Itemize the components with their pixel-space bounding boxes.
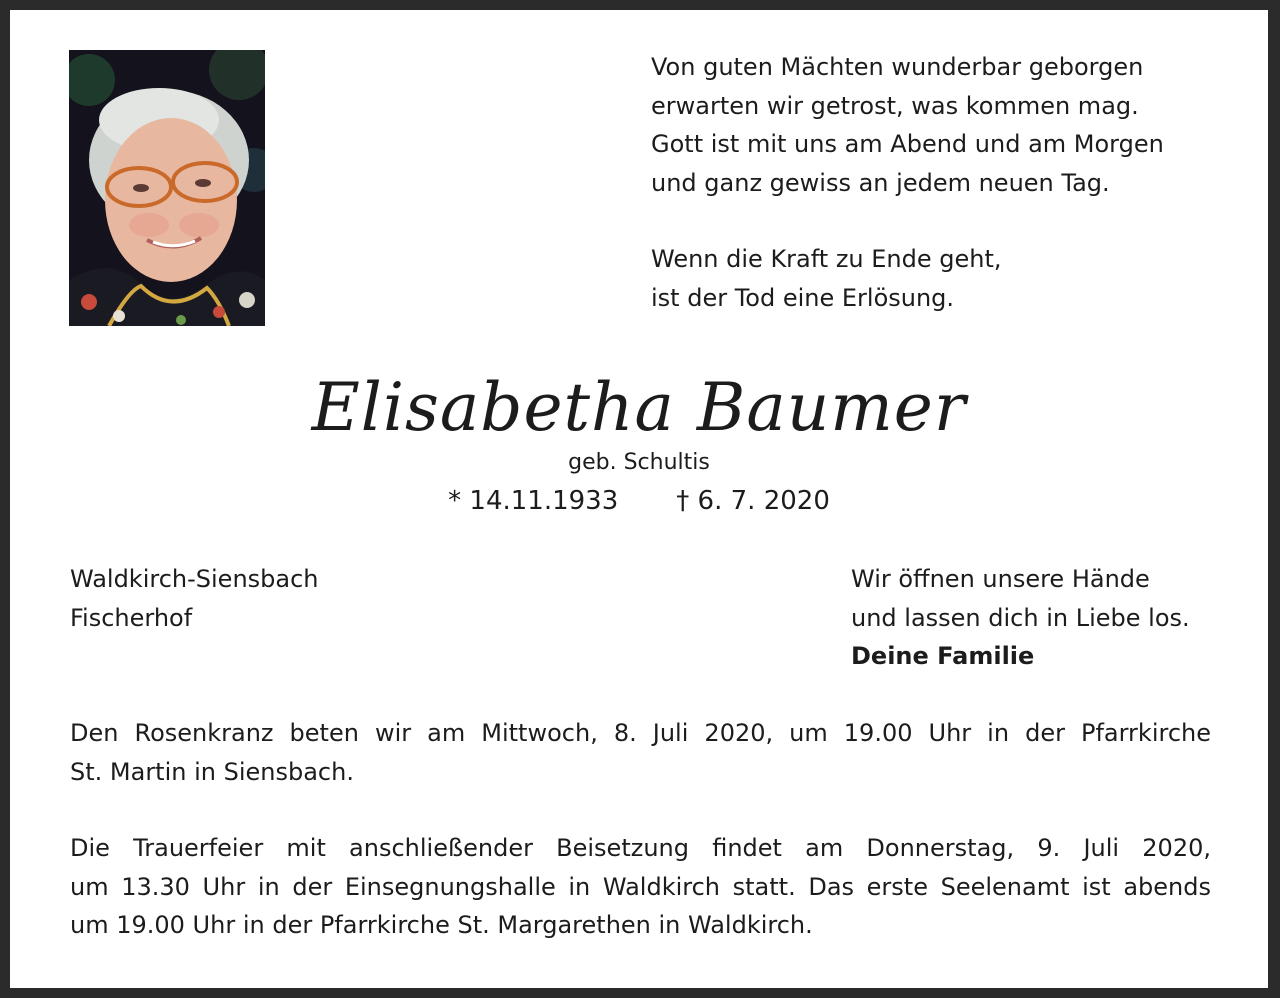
- address-block: [70, 560, 319, 637]
- death-date: † 6. 7. 2020: [676, 486, 830, 516]
- obituary-card: [10, 10, 1268, 988]
- portrait-photo: [69, 50, 265, 326]
- family-signature: Deine Familie: [851, 642, 1035, 670]
- notice-line: um 19.00 Uhr in der Pfarrkirche St. Margarethen in Waldkirch.: [70, 911, 813, 939]
- farewell-line: Wir öffnen unsere Hände: [851, 565, 1150, 593]
- farewell-block: [851, 560, 1190, 676]
- notice-line: St. Martin in Siensbach.: [70, 757, 354, 786]
- poem-line: Von guten Mächten wunderbar geborgen: [651, 53, 1144, 81]
- notice-line: Den Rosenkranz beten wir am Mittwoch, 8. Juli 2020, um 19.00 Uhr in der Pfarrkirche: [70, 719, 1211, 747]
- farewell-line: und lassen dich in Liebe los.: [851, 603, 1190, 632]
- notice-line: um 13.30 Uhr in der Einsegnungshalle in Waldkirch statt. Das erste Seelenamt ist abends: [70, 872, 1211, 901]
- funeral-notice: [70, 829, 1211, 945]
- poem-line: Gott ist mit uns am Abend und am Morgen: [651, 130, 1164, 158]
- birth-date: * 14.11.1933: [448, 486, 619, 516]
- rosary-notice: [70, 714, 1211, 791]
- deceased-name: Elisabetha Baumer: [311, 369, 967, 446]
- maiden-name: geb. Schultis: [568, 450, 710, 475]
- notice-line: Die Trauerfeier mit anschließender Beisetzung findet am Donnerstag, 9. Juli 2020,: [70, 834, 1211, 862]
- poem-line: ist der Tod eine Erlösung.: [651, 283, 955, 312]
- poem-line: und ganz gewiss an jedem neuen Tag.: [651, 168, 1110, 197]
- poem: [651, 48, 1164, 317]
- address-town: Waldkirch-Siensbach: [70, 565, 319, 593]
- stanza-gap: [651, 202, 1164, 240]
- address-farm: Fischerhof: [70, 603, 193, 632]
- poem-line: erwarten wir getrost, was kommen mag.: [651, 91, 1139, 120]
- life-dates: [10, 482, 1268, 520]
- poem-line: Wenn die Kraft zu Ende geht,: [651, 245, 1002, 273]
